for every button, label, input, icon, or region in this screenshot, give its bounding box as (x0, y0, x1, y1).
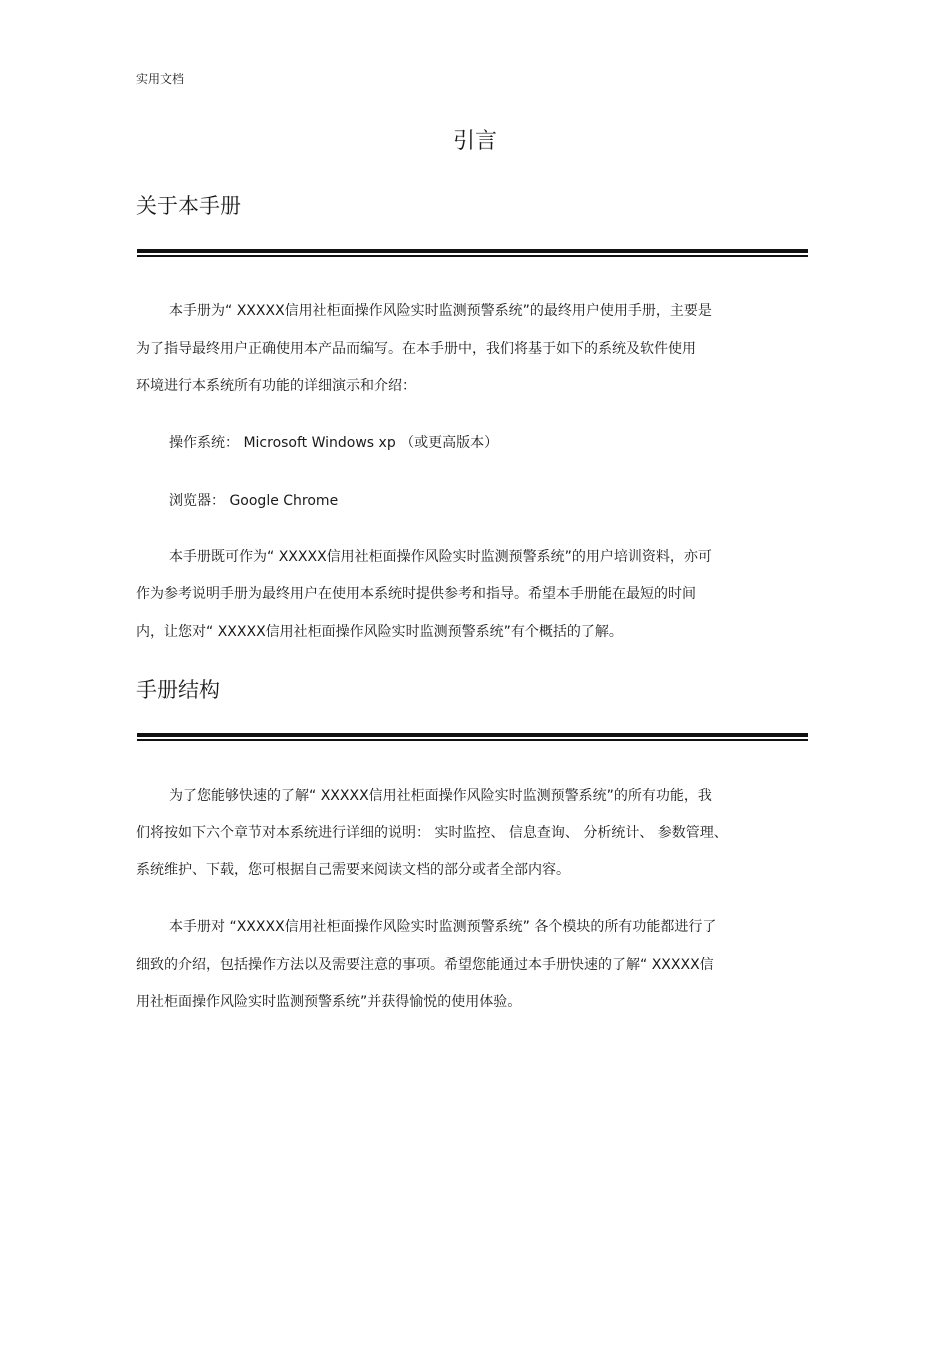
paragraph-line: 系统维护、下载，您可根据自己需要来阅读文档的部分或者全部内容。 (136, 862, 570, 878)
paragraph-line: 环境进行本系统所有功能的详细演示和介绍： (136, 378, 416, 394)
paragraph-line: 本手册为“ XXXXX信用社柜面操作风险实时监测预警系统”的最终用户使用手册，主要是 (169, 303, 712, 319)
page-title: 引言 (452, 129, 497, 154)
paragraph-line: 为了您能够快速的了解“ XXXXX信用社柜面操作风险实时监测预警系统”的所有功能，我 (169, 788, 712, 804)
paragraph-line: 为了指导最终用户正确使用本产品而编写。在本手册中，我们将基于如下的系统及软件使用 (136, 341, 696, 357)
environment-os: 操作系统： Microsoft Windows xp （或更高版本） (169, 435, 499, 451)
paragraph-line: 用社柜面操作风险实时监测预警系统”并获得愉悦的使用体验。 (136, 994, 522, 1010)
section-heading: 手册结构 (136, 678, 220, 702)
section-heading: 关于本手册 (136, 194, 241, 218)
environment-browser: 浏览器： Google Chrome (169, 493, 339, 509)
document-header-label: 实用文档 (136, 72, 185, 86)
paragraph-line: 作为参考说明手册为最终用户在使用本系统时提供参考和指导。希望本手册能在最短的时间 (136, 586, 696, 602)
paragraph-line: 本手册既可作为“ XXXXX信用社柜面操作风险实时监测预警系统”的用户培训资料，亦可 (169, 549, 712, 565)
section-divider (137, 249, 808, 257)
paragraph-line: 们将按如下六个章节对本系统进行详细的说明： 实时监控、 信息查询、 分析统计、 参数管理、 (136, 825, 728, 841)
section-divider (137, 733, 808, 741)
paragraph-line: 细致的介绍，包括操作方法以及需要注意的事项。希望您能通过本手册快速的了解“ XXXXX信 (136, 957, 714, 973)
paragraph-line: 本手册对 “XXXXX信用社柜面操作风险实时监测预警系统” 各个模块的所有功能都进行了 (169, 919, 717, 935)
paragraph-line: 内，让您对“ XXXXX信用社柜面操作风险实时监测预警系统”有个概括的了解。 (136, 624, 623, 640)
